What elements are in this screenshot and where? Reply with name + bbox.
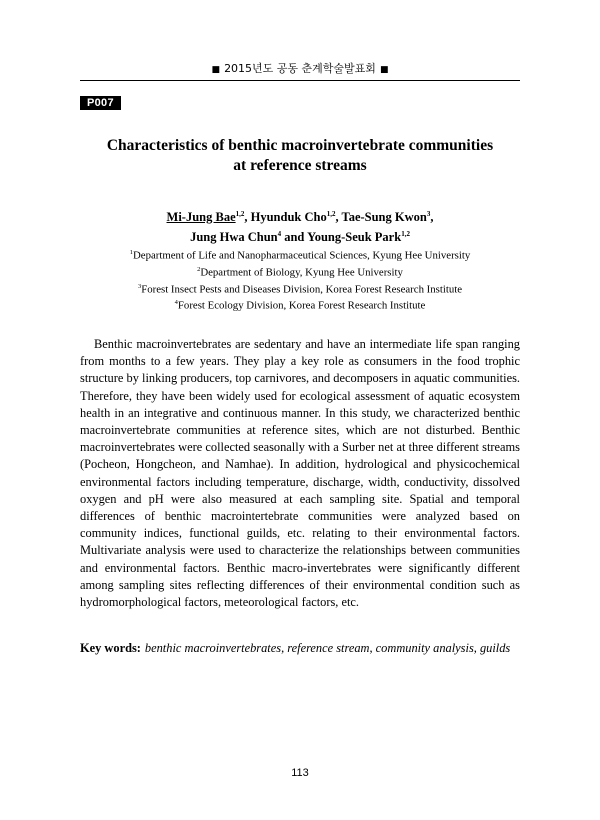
affiliation-item [80,296,520,313]
title-line-1: Characteristics of benthic macroinvertebrate communities [106,137,494,154]
author-name: Tae-Sung Kwon [341,210,427,225]
square-bullet-icon: ■ [379,65,389,75]
author-affil-mark: 1,2 [401,230,410,239]
affiliation-list [80,246,520,313]
author-affil-mark: 4 [277,230,282,239]
author-line-1 [80,206,520,226]
affiliation-item [80,280,520,297]
affiliation-mark: 4 [174,299,178,307]
title-line-2: at reference streams [233,157,367,174]
page-number: 113 [291,767,309,779]
author-name: Young-Seuk Park [307,230,402,245]
affiliation-text: Forest Insect Pests and Diseases Division, Korea Forest Research Institute [141,283,463,296]
keywords-section [80,640,520,657]
author-separator: and [281,230,308,245]
conference-name: 2015년도 공동 춘계학술발표회 [224,62,376,75]
abstract-body: Benthic macroinvertebrates are sedentary and have an intermediate life span ranging from months to a few years. They play a key role as consumers in the food trophic structure by linking producers, top carnivores, and decomposers in aquatic communities. Therefore, they have been widely used for ecological assessment of aquatic ecosystem health in an integrative and continuous manner. In this study, we characterized benthic macroinvertebrate communities at reference sites, which are not disturbed. Benthic macroinvertebrates were collected seasonally with a Surber net at three different streams (Pocheon, Hongcheon, and Namhae). In addition, hydrological and physicochemical environmental factors including temperature, discharge, width, conductivity, dissolved oxygen and pH were also measured at each sampling site. Spatial and temporal differences of benthic macrointertebrate communities were analyzed based on community indices, functional guilds, etc. relating to their environmental factors. Multivariate analysis were used to characterize the relationships between communities and environmental factors. Benthic macro-invertebrates were significantly different among sampling sites reflecting differences of their environmental condition such as hydromorphological factors, meteorological factors, etc. [80,337,520,610]
conference-header [80,60,520,76]
keywords-label: Key words: [80,641,141,655]
author-affil-mark: 3 [426,210,431,218]
poster-id-badge: P007 [80,96,121,110]
affiliation-mark: 3 [137,282,142,290]
author-name: Mi-Jung Bae [166,210,236,225]
author-list [80,206,520,246]
author-affil-mark: 1,2 [326,210,336,218]
affiliation-mark: 2 [197,265,201,273]
author-separator: , [335,210,342,225]
square-bullet-icon: ■ [211,65,221,75]
author-name: Hyunduk Cho [250,210,327,225]
affiliation-text: Forest Ecology Division, Korea Forest Research Institute [177,299,426,312]
author-name: Jung Hwa Chun [190,230,278,245]
author-affil-mark: 1,2 [235,210,245,218]
author-line-2 [80,226,520,246]
affiliation-item [80,263,520,280]
affiliation-text: Department of Biology, Kyung Hee University [200,266,403,279]
author-separator: , [244,210,251,225]
header-rule [80,80,520,81]
affiliation-mark: 1 [129,249,133,256]
keywords-value: benthic macroinvertebrates, reference stream, community analysis, guilds [144,641,511,655]
affiliation-text: Department of Life and Nanopharmaceutical Sciences, Kyung Hee University [132,249,471,262]
author-separator: , [430,210,434,225]
paper-title [80,136,520,176]
affiliation-item [80,246,520,263]
